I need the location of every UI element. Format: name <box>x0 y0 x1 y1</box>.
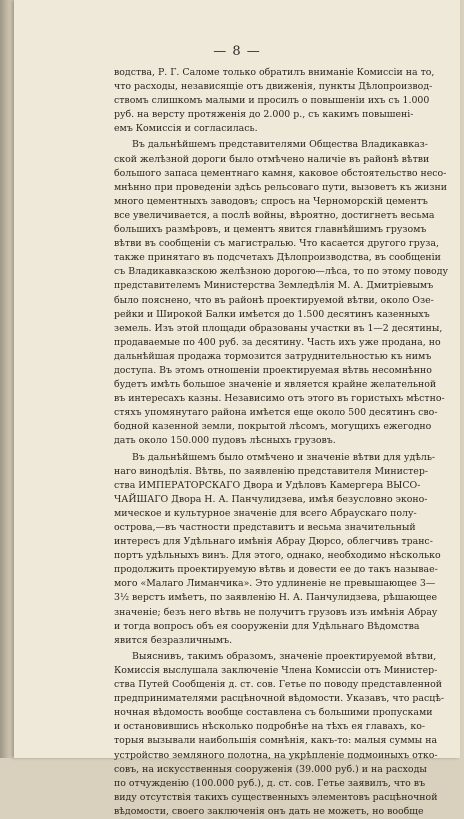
text-line: было пояснено, что въ районѣ проектируемой вѣтви, около Озе- <box>114 294 434 306</box>
text-line: все увеличивается, а послѣ войны, вѣроятно, достигнетъ весьма <box>114 209 435 221</box>
text-line: ской желѣзной дороги было отмѣчено наличіе въ районѣ вѣтви <box>114 153 430 165</box>
text-line: представителемъ Министерства Земледѣлія М. А. Дмитріевымъ <box>114 280 434 292</box>
text-line: ства Путей Сообщенія д. ст. сов. Гетье по поводу представленной <box>114 679 443 691</box>
text-line: торыя вызывали наибольшія сомнѣнія, какъ-то: малыя суммы на <box>114 735 438 747</box>
document-page <box>14 0 460 817</box>
text-line: земель. Изъ этой площади образованы участки въ 1—2 десятины, <box>114 322 443 334</box>
text-line: въ интересахъ казны. Независимо отъ этого въ гористыхъ мѣстно- <box>114 393 445 405</box>
text-line: и остановившись нѣсколько подробнѣе на тѣхъ ея главахъ, ко- <box>114 721 426 733</box>
text-line: вѣдомости, своего заключенія онъ дать не можетъ, но вообще <box>114 805 424 817</box>
text-line: большого запаса цементнаго камня, каковое обстоятельство несо- <box>114 167 447 179</box>
text-line: продаваемые по 400 руб. за десятину. Часть ихъ уже продана, но <box>114 336 441 348</box>
text-line: виду отсутствія такихъ существенныхъ элементовъ расцѣночной <box>114 791 438 803</box>
text-line: что расходы, независящіе отъ движенія, пункты Дѣлопроизвод- <box>114 81 433 93</box>
text-line: мнѣнно при проведеніи здѣсь рельсоваго пути, вызоветъ къ жизни <box>114 181 447 193</box>
text-line: ЧАЙШАГО Двора Н. А. Панчулидзева, имѣя безусловно эконо- <box>114 493 428 505</box>
text-line: рейки и Широкой Балки имѣется до 1.500 десятинъ казенныхъ <box>114 308 430 320</box>
text-line: также принятаго въ подсчетахъ Дѣлопроизводства, въ сообщеніи <box>114 252 441 264</box>
text-line: значеніе; безъ него вѣтвь не получитъ грузовъ изъ имѣнія Абрау <box>114 606 438 618</box>
text-line: дать около 150.000 пудовъ лѣсныхъ грузовъ. <box>114 435 336 447</box>
text-line: Комиссія выслушала заключеніе Члена Комиссіи отъ Министер- <box>114 664 438 676</box>
body-text <box>114 66 448 819</box>
text-line: по отчужденію (100.000 руб.), д. ст. сов. Гетье заявилъ, что въ <box>114 777 426 789</box>
text-line: портъ удѣльныхъ винъ. Для этого, однако, необходимо нѣсколько <box>114 550 441 562</box>
text-line: емъ Комиссія и согласилась. <box>114 123 258 135</box>
text-line: вѣтви въ сообщеніи съ магистралью. Что касается другого груза, <box>114 238 439 250</box>
text-line: стяхъ упомянутаго района имѣется еще около 500 десятинъ сво- <box>114 407 438 419</box>
text-line: будетъ имѣть большое значеніе и является крайне желательной <box>114 379 437 391</box>
text-line: дальнѣйшая продажа тормозится затруднительностью къ нимъ <box>114 350 432 362</box>
book-binding-shadow <box>0 0 14 758</box>
paragraph <box>114 451 441 648</box>
text-line: 3½ верстъ имѣетъ, по заявленію Н. А. Панчулидзева, рѣшающее <box>114 592 438 604</box>
text-line: и тогда вопросъ объ ея сооруженіи для Удѣльнаго Вѣдомства <box>114 620 420 632</box>
text-line: мого «Малаго Лиманчика». Это удлиненіе не превышающее 3— <box>114 578 436 590</box>
text-line: много цементныхъ заводовъ; спросъ на Черноморскій цементъ <box>114 195 428 207</box>
text-line: ствомъ слишкомъ малыми и просилъ о повышеніи ихъ съ 1.000 <box>114 95 430 107</box>
text-line: бодной казенной земли, покрытой лѣсомъ, могущихъ ежегодно <box>114 421 432 433</box>
text-line: совъ, на искусственныя сооруженія (39.000 руб.) и на расходы <box>114 763 427 775</box>
page-number: — 8 — <box>213 44 261 59</box>
text-line: ночная вѣдомость вообще составлена съ большими пропусками <box>114 707 433 719</box>
text-line: руб. на версту протяженія до 2.000 р., съ какимъ повышені- <box>114 109 414 121</box>
text-line: мическое и культурное значеніе для всего Абраускаго полу- <box>114 507 417 519</box>
text-line: наго винодѣлія. Вѣтвь, по заявленію представителя Министер- <box>114 465 428 477</box>
text-line: Выяснивъ, такимъ образомъ, значеніе проектируемой вѣтви, <box>132 650 437 662</box>
text-line: ства ИМПЕРАТОРСКАГО Двора и Удѣловъ Камергера ВЫСО- <box>114 479 421 491</box>
text-line: явится безразличнымъ. <box>114 634 233 646</box>
text-line: продолжить проектируемую вѣтвь и довести ее до такъ называе- <box>114 564 438 576</box>
text-line: съ Владикавказскою желѣзною дорогою—лѣса, то по этому поводу <box>114 266 448 278</box>
text-line: большихъ размѣровъ, и цементъ явится главнѣйшимъ грузомъ <box>114 224 427 236</box>
paragraph <box>114 66 435 136</box>
text-line: доступа. Въ этомъ отношеніи проектируемая вѣтвь несомнѣнно <box>114 364 432 376</box>
text-line: устройство земляного полотна, на укрѣпленіе подмоиныхъ отко- <box>114 749 438 761</box>
paragraph <box>114 650 445 819</box>
text-line: острова,—въ частности представитъ и весьма значительный <box>114 522 416 533</box>
text-line: предпринимателями расцѣночной вѣдомости. Указавъ, что расцѣ- <box>114 693 445 705</box>
text-line: водства, Р. Г. Саломе только обратилъ вниманіе Комиссіи на то, <box>114 67 435 78</box>
text-line: Въ дальнѣйшемъ представителями Общества Владикавказ- <box>132 139 428 151</box>
paragraph <box>114 138 448 448</box>
text-line: интересъ для Удѣльнаго имѣнія Абрау Дюрсо, облегчивъ транс- <box>114 536 433 548</box>
text-line: Въ дальнѣйшемъ было отмѣчено и значеніе вѣтви для удѣль- <box>132 451 436 463</box>
